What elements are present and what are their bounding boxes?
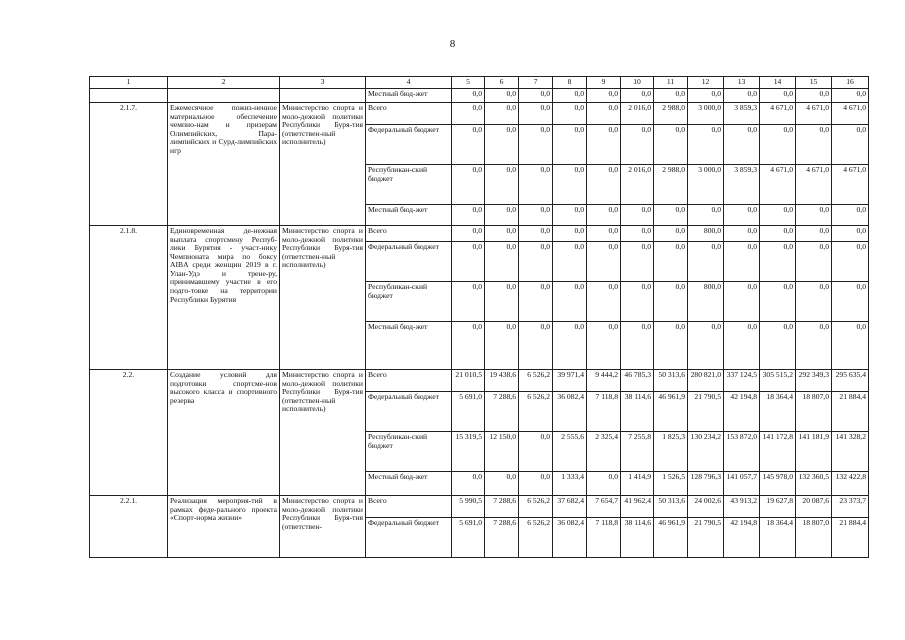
value-cell: 0,0 — [796, 205, 832, 226]
value-cell: 0,0 — [724, 89, 760, 103]
value-cell: 292 349,3 — [796, 370, 832, 392]
value-cell: 7 288,6 — [485, 392, 519, 432]
value-cell: 0,0 — [654, 322, 688, 370]
value-cell: 1 825,3 — [654, 432, 688, 472]
value-cell: 0,0 — [621, 89, 654, 103]
value-cell: 0,0 — [760, 322, 796, 370]
value-cell: 0,0 — [724, 322, 760, 370]
value-cell: 0,0 — [724, 226, 760, 242]
budget-table — [89, 76, 869, 558]
table-row — [90, 226, 869, 242]
header-cell: 12 — [688, 77, 724, 89]
value-cell: 19 438,6 — [485, 370, 519, 392]
value-cell: 3 859,3 — [724, 165, 760, 205]
value-cell: 21 790,5 — [688, 518, 724, 558]
value-cell: 20 087,6 — [796, 496, 832, 518]
value-cell: 4 671,0 — [832, 165, 869, 205]
table-row — [90, 103, 869, 125]
value-cell: 0,0 — [587, 242, 621, 282]
value-cell: 0,0 — [621, 226, 654, 242]
value-cell: 0,0 — [654, 205, 688, 226]
value-cell: 337 124,5 — [724, 370, 760, 392]
value-cell: 0,0 — [519, 322, 553, 370]
value-cell: 0,0 — [832, 242, 869, 282]
value-cell: 0,0 — [553, 89, 587, 103]
page-number: 8 — [449, 38, 456, 50]
value-cell: 39 971,4 — [553, 370, 587, 392]
value-cell: 0,0 — [485, 322, 519, 370]
item-name — [168, 89, 280, 103]
value-cell: 18 807,0 — [796, 518, 832, 558]
value-cell: 0,0 — [452, 282, 485, 322]
value-cell: 0,0 — [452, 226, 485, 242]
header-cell: 1 — [90, 77, 168, 89]
value-cell: 0,0 — [553, 165, 587, 205]
value-cell: 19 627,8 — [760, 496, 796, 518]
item-executor: Министерство спорта и моло-дежной политики Республики Буря-тия (ответствен-ный исполнитель) — [280, 226, 366, 370]
item-executor: Министерство спорта и моло-дежной политики Республики Буря-тия (ответствен- — [280, 496, 366, 558]
value-cell: 0,0 — [519, 103, 553, 125]
value-cell: 4 671,0 — [760, 165, 796, 205]
value-cell: 3 859,3 — [724, 103, 760, 125]
funding-source: Федеральный бюджет — [366, 518, 452, 558]
value-cell: 0,0 — [654, 226, 688, 242]
item-code: 2.2. — [90, 370, 168, 496]
value-cell: 0,0 — [485, 205, 519, 226]
value-cell: 1 414,9 — [621, 472, 654, 496]
value-cell: 800,0 — [688, 282, 724, 322]
value-cell: 0,0 — [452, 322, 485, 370]
header-cell: 11 — [654, 77, 688, 89]
funding-source: Республикан-ский бюджет — [366, 432, 452, 472]
value-cell: 0,0 — [587, 282, 621, 322]
value-cell: 0,0 — [832, 282, 869, 322]
value-cell: 0,0 — [553, 125, 587, 165]
value-cell: 0,0 — [587, 89, 621, 103]
value-cell: 0,0 — [621, 322, 654, 370]
funding-source: Местный бюд-жет — [366, 89, 452, 103]
header-cell: 15 — [796, 77, 832, 89]
item-code — [90, 89, 168, 103]
value-cell: 5 691,0 — [452, 518, 485, 558]
value-cell: 141 181,9 — [796, 432, 832, 472]
value-cell: 0,0 — [724, 282, 760, 322]
value-cell: 0,0 — [519, 282, 553, 322]
value-cell: 23 373,7 — [832, 496, 869, 518]
value-cell: 0,0 — [796, 226, 832, 242]
value-cell: 4 671,0 — [760, 103, 796, 125]
value-cell: 0,0 — [452, 242, 485, 282]
item-executor: Министерство спорта и моло-дежной политики Республики Буря-тия (ответствен-ный исполнитель) — [280, 370, 366, 496]
value-cell: 0,0 — [796, 242, 832, 282]
value-cell: 0,0 — [832, 226, 869, 242]
value-cell: 0,0 — [724, 125, 760, 165]
value-cell: 0,0 — [621, 125, 654, 165]
value-cell: 132 422,8 — [832, 472, 869, 496]
value-cell: 50 313,6 — [654, 370, 688, 392]
value-cell: 0,0 — [832, 322, 869, 370]
item-name: Создание условий для подготовки спортсме-нов высокого класса и спортивного резерва — [168, 370, 280, 496]
value-cell: 0,0 — [485, 89, 519, 103]
value-cell: 18 807,0 — [796, 392, 832, 432]
value-cell: 0,0 — [760, 282, 796, 322]
value-cell: 305 515,2 — [760, 370, 796, 392]
header-cell: 4 — [366, 77, 452, 89]
value-cell: 0,0 — [519, 472, 553, 496]
value-cell: 0,0 — [553, 226, 587, 242]
funding-source: Республикан-ский бюджет — [366, 165, 452, 205]
value-cell: 42 194,8 — [724, 518, 760, 558]
value-cell: 0,0 — [452, 89, 485, 103]
value-cell: 0,0 — [760, 125, 796, 165]
table-row — [90, 370, 869, 392]
value-cell: 7 118,8 — [587, 518, 621, 558]
value-cell: 0,0 — [621, 242, 654, 282]
value-cell: 3 000,0 — [688, 103, 724, 125]
value-cell: 0,0 — [485, 282, 519, 322]
funding-source: Местный бюд-жет — [366, 205, 452, 226]
value-cell: 0,0 — [654, 242, 688, 282]
header-cell: 13 — [724, 77, 760, 89]
funding-source: Республикан-ский бюджет — [366, 282, 452, 322]
value-cell: 42 194,8 — [724, 392, 760, 432]
value-cell: 4 671,0 — [796, 103, 832, 125]
value-cell: 0,0 — [760, 226, 796, 242]
value-cell: 0,0 — [688, 242, 724, 282]
value-cell: 6 526,2 — [519, 392, 553, 432]
value-cell: 0,0 — [519, 165, 553, 205]
value-cell: 12 150,0 — [485, 432, 519, 472]
value-cell: 21 010,5 — [452, 370, 485, 392]
value-cell: 0,0 — [485, 472, 519, 496]
value-cell: 0,0 — [452, 472, 485, 496]
value-cell: 0,0 — [654, 282, 688, 322]
value-cell: 0,0 — [519, 89, 553, 103]
value-cell: 7 288,6 — [485, 518, 519, 558]
value-cell: 0,0 — [553, 103, 587, 125]
value-cell: 0,0 — [654, 125, 688, 165]
value-cell: 0,0 — [587, 103, 621, 125]
funding-source: Федеральный бюджет — [366, 392, 452, 432]
value-cell: 0,0 — [796, 322, 832, 370]
value-cell: 21 884,4 — [832, 392, 869, 432]
value-cell: 0,0 — [519, 242, 553, 282]
value-cell: 3 000,0 — [688, 165, 724, 205]
header-cell: 10 — [621, 77, 654, 89]
header-cell: 16 — [832, 77, 869, 89]
funding-source: Местный бюд-жет — [366, 472, 452, 496]
value-cell: 0,0 — [587, 165, 621, 205]
value-cell: 18 364,4 — [760, 518, 796, 558]
value-cell: 36 082,4 — [553, 392, 587, 432]
header-cell: 6 — [485, 77, 519, 89]
value-cell: 0,0 — [688, 125, 724, 165]
value-cell: 37 682,4 — [553, 496, 587, 518]
funding-source: Всего — [366, 103, 452, 125]
value-cell: 0,0 — [485, 242, 519, 282]
value-cell: 36 082,4 — [553, 518, 587, 558]
funding-source: Местный бюд-жет — [366, 322, 452, 370]
value-cell: 0,0 — [587, 205, 621, 226]
value-cell: 0,0 — [796, 89, 832, 103]
value-cell: 43 913,2 — [724, 496, 760, 518]
funding-source: Всего — [366, 370, 452, 392]
value-cell: 0,0 — [760, 205, 796, 226]
value-cell: 0,0 — [519, 125, 553, 165]
value-cell: 0,0 — [452, 125, 485, 165]
value-cell: 800,0 — [688, 226, 724, 242]
value-cell: 4 671,0 — [832, 103, 869, 125]
value-cell: 0,0 — [553, 322, 587, 370]
value-cell: 130 234,2 — [688, 432, 724, 472]
header-cell: 2 — [168, 77, 280, 89]
value-cell: 5 691,0 — [452, 392, 485, 432]
header-cell: 7 — [519, 77, 553, 89]
value-cell: 41 962,4 — [621, 496, 654, 518]
value-cell: 128 796,3 — [688, 472, 724, 496]
value-cell: 0,0 — [688, 89, 724, 103]
item-executor: Министерство спорта и моло-дежной политики Республики Буря-тия (ответствен-ный исполнитель) — [280, 103, 366, 226]
table-row — [90, 496, 869, 518]
item-code: 2.2.1. — [90, 496, 168, 558]
funding-source: Всего — [366, 496, 452, 518]
value-cell: 2 988,0 — [654, 103, 688, 125]
value-cell: 141 328,2 — [832, 432, 869, 472]
value-cell: 0,0 — [832, 205, 869, 226]
item-name: Реализация мероприя-тий в рамках феде-рального проекта «Спорт-норма жизни» — [168, 496, 280, 558]
value-cell: 0,0 — [485, 165, 519, 205]
value-cell: 0,0 — [519, 205, 553, 226]
value-cell: 145 978,0 — [760, 472, 796, 496]
value-cell: 7 654,7 — [587, 496, 621, 518]
value-cell: 0,0 — [760, 89, 796, 103]
value-cell: 6 526,2 — [519, 496, 553, 518]
value-cell: 0,0 — [553, 205, 587, 226]
value-cell: 0,0 — [654, 89, 688, 103]
item-name: Ежемесячное пожиз-ненное материальное обеспечение чемпио-нам и призерам Олимпийских, Пара-лимпийских и Сурд-лимпийских игр — [168, 103, 280, 226]
value-cell: 9 444,2 — [587, 370, 621, 392]
value-cell: 46 961,9 — [654, 518, 688, 558]
value-cell: 4 671,0 — [796, 165, 832, 205]
value-cell: 7 255,8 — [621, 432, 654, 472]
value-cell: 0,0 — [485, 226, 519, 242]
value-cell: 153 872,0 — [724, 432, 760, 472]
value-cell: 15 319,5 — [452, 432, 485, 472]
funding-source: Всего — [366, 226, 452, 242]
value-cell: 0,0 — [587, 226, 621, 242]
value-cell: 0,0 — [553, 242, 587, 282]
value-cell: 0,0 — [519, 432, 553, 472]
value-cell: 18 364,4 — [760, 392, 796, 432]
value-cell: 0,0 — [587, 322, 621, 370]
budget-table-body — [90, 77, 869, 558]
value-cell: 46 785,3 — [621, 370, 654, 392]
header-cell: 8 — [553, 77, 587, 89]
value-cell: 21 884,4 — [832, 518, 869, 558]
value-cell: 6 526,2 — [519, 518, 553, 558]
header-cell: 9 — [587, 77, 621, 89]
value-cell: 0,0 — [832, 89, 869, 103]
value-cell: 0,0 — [452, 103, 485, 125]
value-cell: 0,0 — [688, 322, 724, 370]
value-cell: 46 961,9 — [654, 392, 688, 432]
value-cell: 7 288,6 — [485, 496, 519, 518]
value-cell: 0,0 — [452, 165, 485, 205]
value-cell: 141 172,8 — [760, 432, 796, 472]
value-cell: 0,0 — [519, 226, 553, 242]
value-cell: 2 988,0 — [654, 165, 688, 205]
value-cell: 0,0 — [621, 205, 654, 226]
value-cell: 2 016,0 — [621, 165, 654, 205]
value-cell: 0,0 — [832, 125, 869, 165]
value-cell: 1 526,5 — [654, 472, 688, 496]
header-cell: 5 — [452, 77, 485, 89]
funding-source: Федеральный бюджет — [366, 242, 452, 282]
value-cell: 1 333,4 — [553, 472, 587, 496]
value-cell: 38 114,6 — [621, 392, 654, 432]
item-executor — [280, 89, 366, 103]
value-cell: 21 790,5 — [688, 392, 724, 432]
item-name: Единовременная де-нежная выплата спортсмену Респуб-лики Бурятия - участ-нику Чемпионата мира по боксу AIBA среди женщин 2019 в г. Улан-Удэ и трене-ру, принимавшему участие в его подго-товке на территории Республики Бурятия — [168, 226, 280, 370]
value-cell: 2 555,6 — [553, 432, 587, 472]
value-cell: 0,0 — [724, 205, 760, 226]
value-cell: 0,0 — [724, 242, 760, 282]
value-cell: 6 526,2 — [519, 370, 553, 392]
value-cell: 0,0 — [587, 472, 621, 496]
value-cell: 0,0 — [796, 282, 832, 322]
item-code: 2.1.7. — [90, 103, 168, 226]
funding-source: Федеральный бюджет — [366, 125, 452, 165]
value-cell: 0,0 — [688, 205, 724, 226]
value-cell: 0,0 — [485, 103, 519, 125]
item-code: 2.1.8. — [90, 226, 168, 370]
value-cell: 0,0 — [587, 125, 621, 165]
value-cell: 0,0 — [452, 205, 485, 226]
table-row — [90, 89, 869, 103]
value-cell: 2 325,4 — [587, 432, 621, 472]
header-row — [90, 77, 869, 89]
value-cell: 132 360,5 — [796, 472, 832, 496]
header-cell: 3 — [280, 77, 366, 89]
value-cell: 0,0 — [796, 125, 832, 165]
value-cell: 0,0 — [760, 242, 796, 282]
value-cell: 0,0 — [485, 125, 519, 165]
value-cell: 50 313,6 — [654, 496, 688, 518]
value-cell: 5 990,5 — [452, 496, 485, 518]
value-cell: 7 118,8 — [587, 392, 621, 432]
value-cell: 24 002,6 — [688, 496, 724, 518]
value-cell: 0,0 — [621, 282, 654, 322]
value-cell: 38 114,6 — [621, 518, 654, 558]
header-cell: 14 — [760, 77, 796, 89]
value-cell: 141 057,7 — [724, 472, 760, 496]
value-cell: 295 635,4 — [832, 370, 869, 392]
value-cell: 280 821,0 — [688, 370, 724, 392]
value-cell: 2 016,0 — [621, 103, 654, 125]
value-cell: 0,0 — [553, 282, 587, 322]
